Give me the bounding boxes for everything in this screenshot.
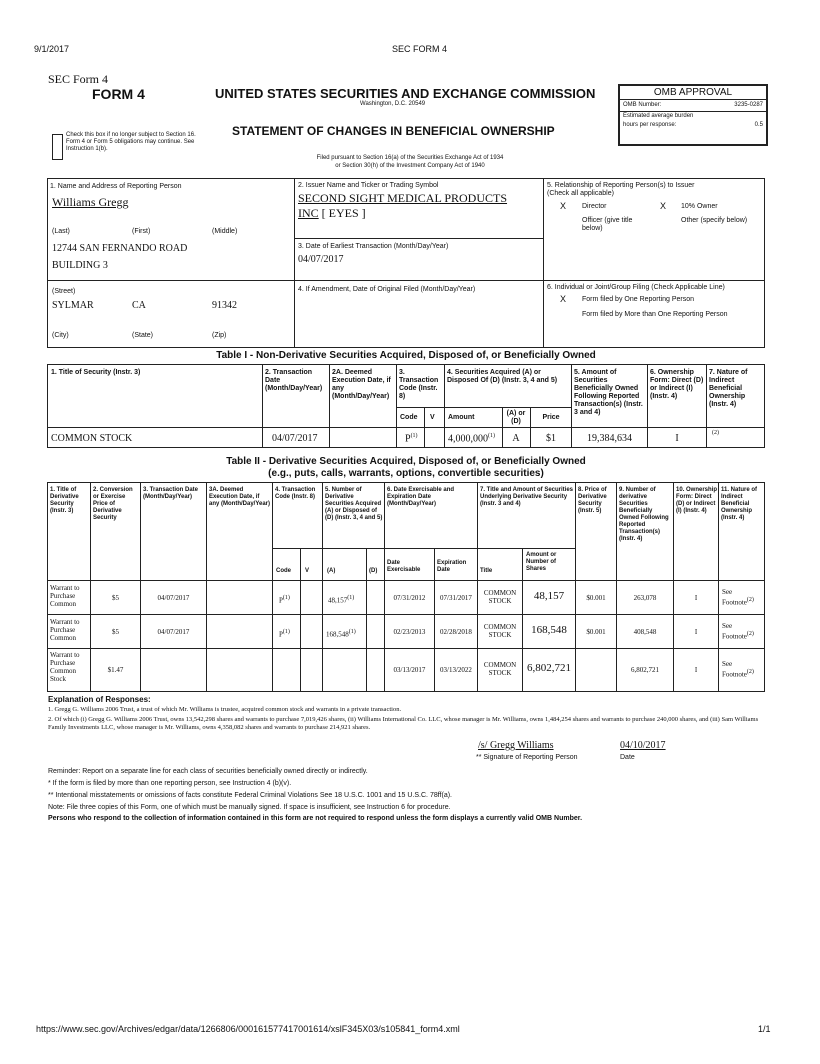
t2-r1-shares: 48,157	[533, 590, 565, 602]
omb-number-label: OMB Number:	[623, 102, 662, 108]
t1-code-footnote: (1)	[410, 433, 418, 439]
other-label: Other (specify below)	[681, 217, 748, 224]
director-mark: X	[560, 201, 567, 211]
t2-h-expiration: Expiration Date	[437, 560, 467, 573]
print-title: SEC FORM 4	[392, 44, 448, 54]
ten-percent-owner-mark: X	[660, 201, 667, 211]
agency-title: UNITED STATES SECURITIES AND EXCHANGE COMMISSION	[215, 86, 596, 101]
footer-page: 1/1	[758, 1024, 771, 1034]
note-misstatements: ** Intentional misstatements or omissions of facts constitute Federal Criminal Violations See 18 U.S.C. 1001 and 15 U.S.C. 78ff(a).	[48, 792, 452, 799]
t1-h-aod: (A) or (D)	[506, 410, 526, 425]
t2-r1-price: $5	[112, 594, 119, 602]
t1-h-nature: 7. Nature of Indirect Beneficial Ownership (Instr. 4)	[709, 369, 748, 408]
first-label: (First)	[132, 228, 151, 235]
t2-r3-exercisable: 03/13/2017	[393, 666, 426, 674]
reporter-name: Williams Gregg	[52, 195, 129, 209]
t2-r2-title: Warrant to Purchase Common	[50, 618, 80, 642]
t2-r2-exercisable: 02/23/2013	[393, 628, 426, 636]
form-label: FORM 4	[92, 86, 145, 102]
t2-h-ownership: 10. Ownership Form: Direct (D) or Indirect (I) (Instr. 4)	[676, 487, 718, 514]
t2-r2-a: 168,548	[326, 630, 349, 639]
state-value: CA	[132, 300, 146, 311]
t2-r1-exercisable: 07/31/2012	[393, 594, 426, 602]
t2-r2-utitle: COMMON STOCK	[483, 623, 517, 639]
t2-r2-form: I	[694, 628, 698, 636]
t2-r1-expiration: 07/31/2017	[440, 594, 472, 602]
t2-h-v: V	[305, 568, 310, 574]
t2-r1-date: 04/07/2017	[157, 594, 190, 602]
signature-date: 04/10/2017	[620, 740, 666, 751]
t1-h-deemed: 2A. Deemed Execution Date, if any (Month/Day/Year)	[332, 369, 391, 400]
statement-title: STATEMENT OF CHANGES IN BENEFICIAL OWNERSHIP	[232, 124, 555, 138]
signature-label: ** Signature of Reporting Person	[476, 754, 578, 761]
t1-h-amount: 5. Amount of Securities Beneficially Owned Following Reported Transaction(s) (Instr. 3 and 4)	[574, 369, 643, 416]
zip-label: (Zip)	[212, 332, 227, 339]
note-omb: Persons who respond to the collection of information contained in this form are not required to respond unless the form displays a currently valid OMB Number.	[48, 815, 583, 822]
t2-r3-nature: See Footnote	[722, 660, 747, 679]
omb-burden-label: Estimated average burden	[623, 113, 694, 119]
filed-pursuant-line2: or Section 30(h) of the Investment Company Act of 1940	[335, 163, 485, 169]
t2-h-a: (A)	[327, 568, 336, 574]
t1-aod: A	[512, 433, 520, 444]
t2-r3-shares: 6,802,721	[527, 662, 571, 674]
t2-h-exercisable: 6. Date Exercisable and Expiration Date (Month/Day/Year)	[387, 487, 455, 507]
t2-h-code: 4. Transaction Code (Instr. 8)	[275, 487, 316, 500]
print-date: 9/1/2017	[34, 44, 70, 54]
issuer-ticker: [ EYES ]	[321, 206, 366, 220]
signature-date-label: Date	[620, 754, 635, 761]
footnote-1: 1. Gregg G. Williams 2006 Trust, a trust of which Mr. Williams is trustee, acquired common stock and warrants in a private transaction.	[48, 706, 402, 713]
t2-h-utitle: Title	[480, 568, 493, 574]
t2-r2-shares: 168,548	[531, 624, 567, 636]
relationship-label: 5. Relationship of Reporting Person(s) to Issuer	[547, 182, 695, 189]
table1-title: Table I - Non-Derivative Securities Acquired, Disposed of, or Beneficially Owned	[216, 350, 596, 361]
checkbox-text: Check this box if no longer subject to Section 16. Form 4 or Form 5 obligations may continue. See Instruction 1(b).	[66, 132, 196, 152]
t2-r2-dprice: $0.001	[586, 628, 606, 636]
omb-number: 3235-0287	[734, 102, 763, 108]
t1-h-ownership: 6. Ownership Form: Direct (D) or Indirect (I) (Instr. 4)	[650, 369, 704, 400]
t2-r2-nature-fn: (2)	[746, 631, 754, 637]
agency-location: Washington, D.C. 20549	[360, 101, 426, 107]
t2-r1-nature: See Footnote	[722, 588, 747, 607]
t1-code: P	[405, 433, 411, 445]
t2-r1-a: 48,157	[328, 596, 348, 605]
note-three-copies: Note: File three copies of this Form, one of which must be manually signed. If space is insufficient, see Instruction 6 for procedure.	[48, 804, 451, 811]
sec-form-label: SEC Form 4	[48, 72, 109, 86]
t1-h-securities: 4. Securities Acquired (A) or Disposed Of (D) (Instr. 3, 4 and 5)	[447, 369, 558, 384]
t1-h-price: Price	[542, 414, 560, 421]
omb-hours-label: hours per response:	[623, 122, 677, 128]
zip-value: 91342	[212, 300, 237, 311]
one-person-label: Form filed by One Reporting Person	[582, 296, 695, 303]
street-label: (Street)	[52, 288, 76, 295]
address-line1: 12744 SAN FERNANDO ROAD	[52, 243, 188, 254]
t1-h-code-sub: Code	[400, 414, 418, 421]
t2-r1-code: P	[279, 596, 283, 605]
t2-r1-dprice: $0.001	[586, 594, 606, 602]
t2-r1-a-fn: (1)	[347, 595, 355, 601]
t2-r2-code: P	[279, 630, 283, 639]
t2-r1-nature-fn: (2)	[746, 597, 754, 603]
issuer-name: SECOND SIGHT MEDICAL PRODUCTS	[298, 191, 508, 205]
t2-r3-form: I	[694, 666, 698, 674]
t1-h-v: V	[430, 414, 435, 421]
reminder-note: Reminder: Report on a separate line for each class of securities beneficially owned directly or indirectly.	[48, 768, 368, 775]
issuer-label: 2. Issuer Name and Ticker or Trading Symbol	[298, 182, 439, 189]
state-label: (State)	[132, 332, 154, 339]
amendment-label: 4. If Amendment, Date of Original Filed (Month/Day/Year)	[298, 286, 476, 293]
director-label: Director	[582, 203, 607, 210]
t2-h-deemed: 3A. Deemed Execution Date, if any (Month/Day/Year)	[209, 487, 271, 507]
t2-r1-code-fn: (1)	[282, 595, 290, 601]
t1-transaction-date: 04/07/2017	[272, 433, 318, 444]
footer-url[interactable]: https://www.sec.gov/Archives/edgar/data/1266806/000161577417001614/xslF345X03/s105841_form4.xml	[36, 1024, 460, 1034]
one-person-mark: X	[560, 294, 567, 304]
footnote-2: 2. Of which (i) Gregg G. Williams 2006 Trust, owns 13,542,298 shares and warrants to purchase 7,019,426 shares, (ii) Williams International Co. LLC, whose manager is Mr. Williams, owns 1,484,254 shares and warrants to purchase 240,000 shares, and (iii) Sam Williams Family Investments LLC, whose manager is Mr. Williams, owns 4,358,082 shares and warrants to purchase 214,921 shares.	[48, 716, 759, 731]
more-persons-label: Form filed by More than One Reporting Person	[582, 311, 728, 318]
omb-title: OMB APPROVAL	[620, 86, 766, 100]
t2-r1-form: I	[694, 594, 698, 602]
t1-h-date: 2. Transaction Date (Month/Day/Year)	[265, 369, 323, 392]
earliest-date-label: 3. Date of Earliest Transaction (Month/Day/Year)	[298, 243, 449, 250]
t1-h-amt: Amount	[448, 414, 475, 421]
t2-r3-price: $1.47	[107, 666, 124, 674]
t2-r3-expiration: 03/13/2022	[440, 666, 472, 674]
omb-approval-box	[618, 84, 768, 146]
note-multiple-persons: * If the form is filed by more than one reporting person, see Instruction 4 (b)(v).	[48, 780, 292, 787]
t2-r1-owned: 263,078	[633, 594, 657, 602]
relationship-sublabel: (Check all applicable)	[547, 190, 614, 197]
t2-r2-nature: See Footnote	[722, 622, 747, 641]
table2-title-line2: (e.g., puts, calls, warrants, options, convertible securities)	[268, 468, 544, 479]
earliest-date: 04/07/2017	[298, 254, 344, 265]
omb-hours: 0.5	[754, 122, 763, 128]
t2-r2-date: 04/07/2017	[157, 628, 190, 636]
t2-r3-owned: 6,802,721	[631, 666, 659, 674]
t2-h-underlying: 7. Title and Amount of Securities Underlying Derivative Security (Instr. 3 and 4)	[480, 487, 574, 507]
signature-name: /s/ Gregg Williams	[478, 740, 554, 751]
t2-h-shares: Amount or Number of Shares	[526, 552, 557, 572]
filing-label: 6. Individual or Joint/Group Filing (Check Applicable Line)	[547, 284, 725, 291]
t2-r2-price: $5	[112, 628, 119, 636]
table2-title	[47, 456, 765, 480]
t2-h-owned: 9. Number of derivative Securities Beneficially Owned Following Reported Transaction(s) (Instr. 4)	[619, 487, 669, 542]
t1-form: I	[675, 433, 679, 444]
t2-h-date-exercisable: Date Exercisable	[387, 560, 421, 573]
t2-r2-a-fn: (1)	[348, 629, 356, 635]
address-line2: BUILDING 3	[52, 260, 108, 271]
t2-r3-title: Warrant to Purchase Common Stock	[50, 651, 80, 683]
t1-h-code: 3. Transaction Code (Instr. 8)	[399, 369, 439, 400]
t1-h-title: 1. Title of Security (Instr. 3)	[51, 369, 141, 376]
t2-h-price: 8. Price of Derivative Security (Instr. 5)	[578, 487, 607, 514]
t2-r3-utitle: COMMON STOCK	[483, 661, 517, 677]
reporter-box-label: 1. Name and Address of Reporting Person	[50, 183, 182, 190]
t1-price: $1	[546, 433, 556, 444]
t2-h-conversion: 2. Conversion or Exercise Price of Derivative Security	[93, 487, 133, 521]
issuer-name-line2: INC	[298, 206, 319, 220]
city-label: (City)	[52, 332, 69, 339]
t2-h-code-sub: Code	[276, 568, 291, 574]
t2-h-number: 5. Number of Derivative Securities Acquired (A) or Disposed of (D) (Instr. 3, 4 and 5)	[325, 487, 383, 521]
t1-owned: 19,384,634	[587, 433, 632, 444]
t2-h-title: 1. Title of Derivative Security (Instr. 3)	[50, 487, 79, 514]
middle-label: (Middle)	[212, 228, 238, 235]
t2-r2-owned: 408,548	[633, 628, 657, 636]
explanation-title: Explanation of Responses:	[48, 695, 151, 704]
t1-nature-footnote: (2)	[712, 430, 719, 436]
t2-r2-expiration: 02/28/2018	[440, 628, 472, 636]
t2-h-date: 3. Transaction Date (Month/Day/Year)	[143, 487, 199, 500]
t1-security-title: COMMON STOCK	[51, 433, 133, 444]
t1-amount: 4,000,000	[448, 433, 488, 445]
t2-h-d: (D)	[369, 568, 378, 574]
t2-r1-title: Warrant to Purchase Common	[50, 584, 80, 608]
t2-r2-code-fn: (1)	[282, 629, 290, 635]
no-longer-subject-checkbox[interactable]	[52, 134, 63, 160]
filed-pursuant-line1: Filed pursuant to Section 16(a) of the Securities Exchange Act of 1934	[316, 155, 504, 161]
city-value: SYLMAR	[52, 300, 94, 311]
t2-h-nature: 11. Nature of Indirect Beneficial Ownership (Instr. 4)	[721, 487, 758, 521]
officer-label: Officer (give title below)	[582, 217, 633, 232]
t1-amount-footnote: (1)	[488, 433, 495, 439]
t2-r1-utitle: COMMON STOCK	[483, 589, 517, 605]
last-label: (Last)	[52, 228, 70, 235]
table2-title-line1: Table II - Derivative Securities Acquired, Disposed of, or Beneficially Owned	[226, 456, 586, 467]
t2-r3-nature-fn: (2)	[746, 669, 754, 675]
ten-percent-owner-label: 10% Owner	[681, 203, 718, 210]
